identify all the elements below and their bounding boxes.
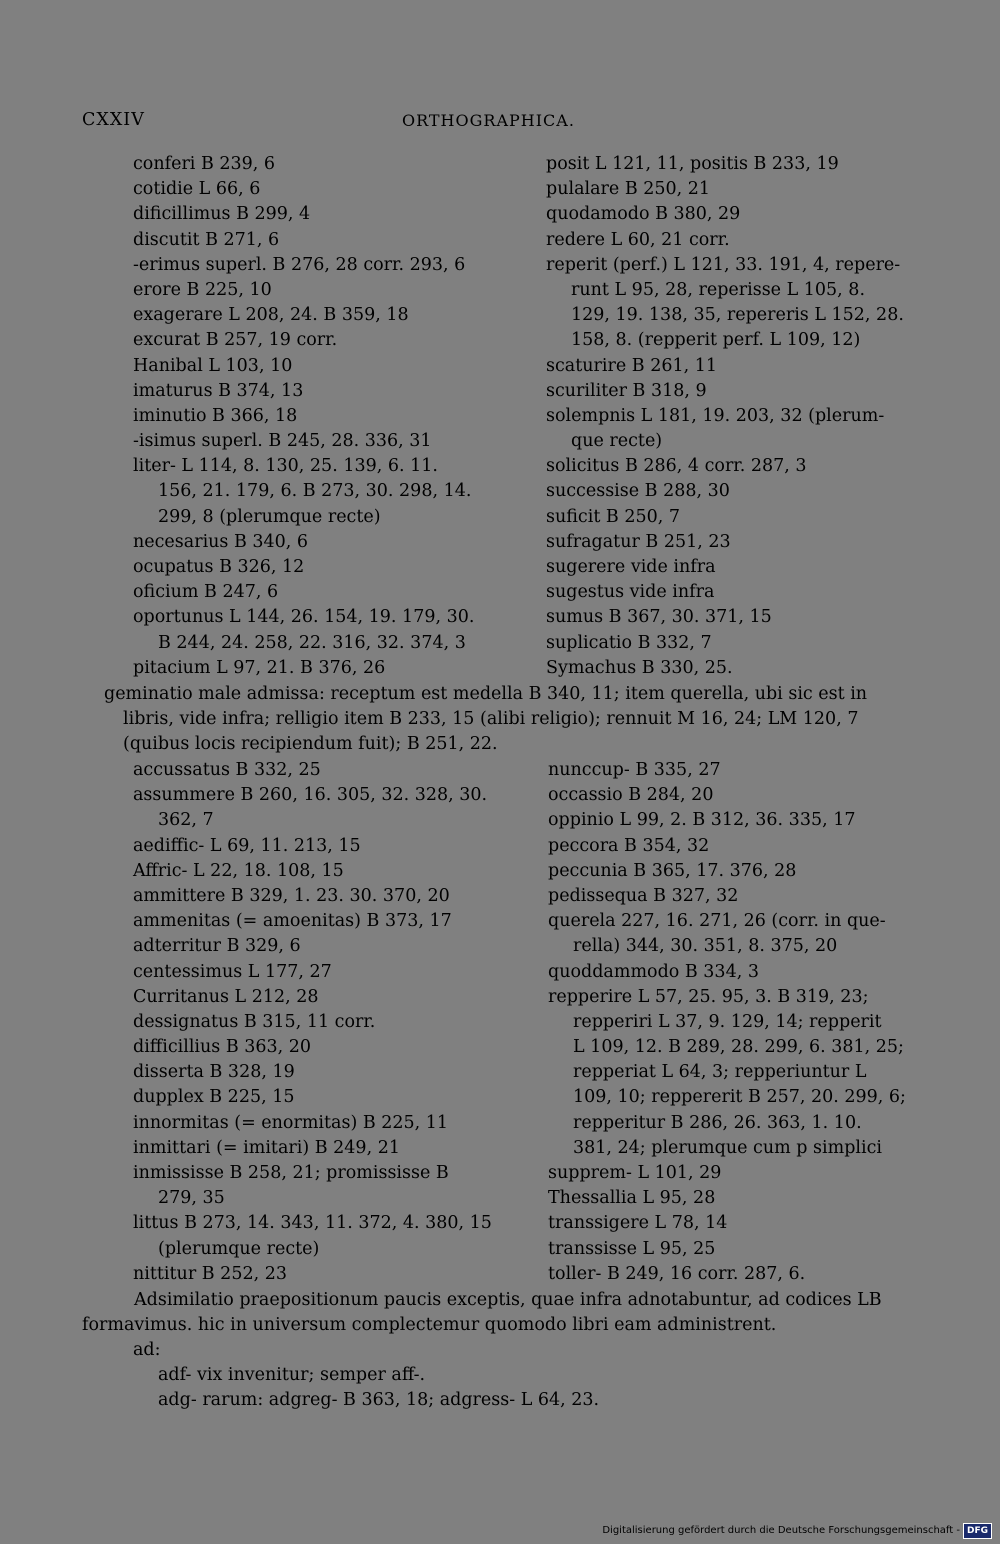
entry-line: peccunia B 365, 17. 376, 28	[548, 860, 797, 881]
entry-line: 381, 24; plerumque cum p simplici	[573, 1137, 882, 1158]
entry-line: adterritur B 329, 6	[133, 936, 301, 957]
entry-line: Symachus B 330, 25.	[546, 657, 733, 678]
entry-line: assummere B 260, 16. 305, 32. 328, 30.	[133, 785, 488, 806]
entry-line: littus B 273, 14. 343, 11. 372, 4. 380, 15	[133, 1213, 492, 1234]
entry-line: -isimus superl. B 245, 28. 336, 31	[133, 431, 432, 452]
entry-line: solempnis L 181, 19. 203, 32 (plerum-	[546, 405, 885, 426]
entry-line: ammittere B 329, 1. 23. 30. 370, 20	[133, 885, 450, 906]
entry-line: pitacium L 97, 21. B 376, 26	[133, 657, 386, 678]
entry-line: L 109, 12. B 289, 28. 299, 6. 381, 25;	[573, 1037, 904, 1058]
entry-line: dupplex B 225, 15	[133, 1087, 295, 1108]
entry-line: centessimus L 177, 27	[133, 961, 332, 982]
paragraph-line: libris, vide infra; relligio item B 233, 15 (alibi religio); rennuit M 16, 24; LM 120, 7	[123, 709, 859, 730]
paragraph-line: formavimus. hic in universum complectemur quomodo libri eam administrent.	[82, 1315, 777, 1336]
entry-line: 362, 7	[158, 810, 214, 831]
entry-line: peccora B 354, 32	[548, 835, 710, 856]
entry-line: quoddammodo B 334, 3	[548, 961, 759, 982]
entry-line: transsisse L 95, 25	[548, 1238, 716, 1259]
entry-line: iminutio B 366, 18	[133, 405, 298, 426]
entry-line: B 244, 24. 258, 22. 316, 32. 374, 3	[158, 632, 466, 653]
entry-line: dificillimus B 299, 4	[133, 204, 311, 225]
entry-line: (plerumque recte)	[158, 1238, 320, 1259]
entry-line: cotidie L 66, 6	[133, 179, 261, 200]
entry-line: transsigere L 78, 14	[548, 1213, 728, 1234]
paragraph-line: Adsimilatio praepositionum paucis exceptis, quae infra adnotabuntur, ad codices LB	[134, 1290, 882, 1310]
entry-line: ammenitas (= amoenitas) B 373, 17	[133, 911, 452, 932]
entry-line: repperiat L 64, 3; repperiuntur L	[573, 1062, 867, 1083]
entry-line: supprem- L 101, 29	[548, 1163, 722, 1183]
entry-line: pulalare B 250, 21	[546, 179, 711, 200]
entry-line: solicitus B 286, 4 corr. 287, 3	[546, 456, 807, 477]
paragraph-line: (quibus locis recipiendum fuit); B 251, 22.	[123, 734, 498, 755]
entry-line: innormitas (= enormitas) B 225, 11	[133, 1112, 449, 1133]
entry-line: repperiri L 37, 9. 129, 14; repperit	[573, 1011, 882, 1032]
entry-line: occassio B 284, 20	[548, 785, 714, 806]
paragraph-adsimilatio	[82, 1288, 892, 1338]
footer-text: Digitalisierung gefördert durch die Deutsche Forschungsgemeinschaft -	[602, 1525, 960, 1536]
page-number: CXXIV	[82, 110, 145, 130]
dfg-logo: DFG	[963, 1523, 992, 1539]
entry-line: conferi B 239, 6	[133, 154, 276, 174]
entry-line: exagerare L 208, 24. B 359, 18	[133, 305, 409, 326]
entry-line: oppinio L 99, 2. B 312, 36. 335, 17	[548, 810, 856, 831]
entry-line: runt L 95, 28, reperisse L 105, 8.	[571, 279, 866, 300]
entry-line: -erimus superl. B 276, 28 corr. 293, 6	[133, 254, 466, 275]
running-title: ORTHOGRAPHICA.	[402, 111, 575, 130]
entry-line: dessignatus B 315, 11 corr.	[133, 1011, 376, 1032]
entry-line: que recte)	[571, 431, 663, 452]
entry-line: 299, 8 (plerumque recte)	[158, 506, 381, 527]
entry-line: 156, 21. 179, 6. B 273, 30. 298, 14.	[158, 481, 472, 502]
entry-line: quodamodo B 380, 29	[546, 204, 741, 225]
left-column-1	[133, 152, 474, 681]
entry-line: sugestus vide infra	[546, 582, 715, 603]
entry-line: reperit (perf.) L 121, 33. 191, 4, repere-	[546, 254, 901, 275]
entry-line: sufragatur B 251, 23	[546, 531, 731, 552]
entry-line: scuriliter B 318, 9	[546, 380, 707, 401]
entry-line: suplicatio B 332, 7	[546, 632, 712, 653]
entry-line: Hanibal L 103, 10	[133, 355, 293, 376]
entry-line: aediffic- L 69, 11. 213, 15	[133, 835, 361, 856]
entry-line: successise B 288, 30	[546, 481, 730, 502]
entry-line: 129, 19. 138, 35, repereris L 152, 28.	[571, 305, 904, 326]
entry-line: necesarius B 340, 6	[133, 531, 309, 552]
entry-line: scaturire B 261, 11	[546, 355, 717, 376]
subsection-line: adf- vix invenitur; semper aff-.	[158, 1365, 426, 1386]
page-header	[82, 108, 884, 133]
entry-line: sugerere vide infra	[546, 557, 716, 577]
paragraph-geminatio	[82, 682, 892, 758]
entry-line: Curritanus L 212, 28	[133, 986, 319, 1007]
entry-line: disserta B 328, 19	[133, 1062, 295, 1083]
entry-line: rella) 344, 30. 351, 8. 375, 20	[573, 936, 838, 957]
entry-line: imaturus B 374, 13	[133, 380, 304, 401]
entry-line: inmittari (= imitari) B 249, 21	[133, 1137, 400, 1158]
entry-line: repperire L 57, 25. 95, 3. B 319, 23;	[548, 986, 869, 1007]
entry-line: oficium B 247, 6	[133, 582, 279, 603]
entry-line: inmississe B 258, 21; promississe B	[133, 1163, 449, 1183]
right-column-2	[548, 758, 906, 1287]
entry-line: toller- B 249, 16 corr. 287, 6.	[548, 1263, 806, 1284]
footer-credit	[602, 1523, 992, 1539]
entry-line: nunccup- B 335, 27	[548, 760, 721, 780]
entry-line: pedissequa B 327, 32	[548, 885, 739, 906]
entry-line: sumus B 367, 30. 371, 15	[546, 607, 772, 628]
left-column-2	[133, 758, 492, 1287]
entry-line: redere L 60, 21 corr.	[546, 229, 730, 250]
entry-line: oportunus L 144, 26. 154, 19. 179, 30.	[133, 607, 475, 628]
entry-line: suficit B 250, 7	[546, 506, 681, 527]
entry-line: Thessallia L 95, 28	[548, 1188, 716, 1209]
subsection-line: adg- rarum: adgreg- B 363, 18; adgress- L 64, 23.	[158, 1390, 600, 1411]
entry-line: liter- L 114, 8. 130, 25. 139, 6. 11.	[133, 456, 438, 477]
subsection-ad	[133, 1338, 599, 1414]
right-column-1	[546, 152, 904, 681]
entry-line: ocupatus B 326, 12	[133, 557, 305, 577]
entry-line: 109, 10; reppererit B 257, 20. 299, 6;	[573, 1087, 906, 1108]
entry-line: erore B 225, 10	[133, 279, 272, 300]
entry-line: nittitur B 252, 23	[133, 1263, 287, 1284]
entry-line: discutit B 271, 6	[133, 229, 280, 250]
entry-line: 158, 8. (repperit perf. L 109, 12)	[571, 330, 861, 351]
entry-line: excurat B 257, 19 corr.	[133, 330, 338, 351]
paragraph-line: geminatio male admissa: receptum est medella B 340, 11; item querella, ubi sic est in	[104, 684, 868, 704]
subsection-heading: ad:	[133, 1340, 161, 1360]
entry-line: difficillius B 363, 20	[133, 1037, 312, 1058]
entry-line: accussatus B 332, 25	[133, 760, 321, 780]
entry-line: 279, 35	[158, 1188, 225, 1209]
entry-line: Affric- L 22, 18. 108, 15	[133, 860, 344, 881]
entry-line: posit L 121, 11, positis B 233, 19	[546, 154, 839, 174]
entry-line: querela 227, 16. 271, 26 (corr. in que-	[548, 911, 886, 932]
entry-line: repperitur B 286, 26. 363, 1. 10.	[573, 1112, 862, 1133]
